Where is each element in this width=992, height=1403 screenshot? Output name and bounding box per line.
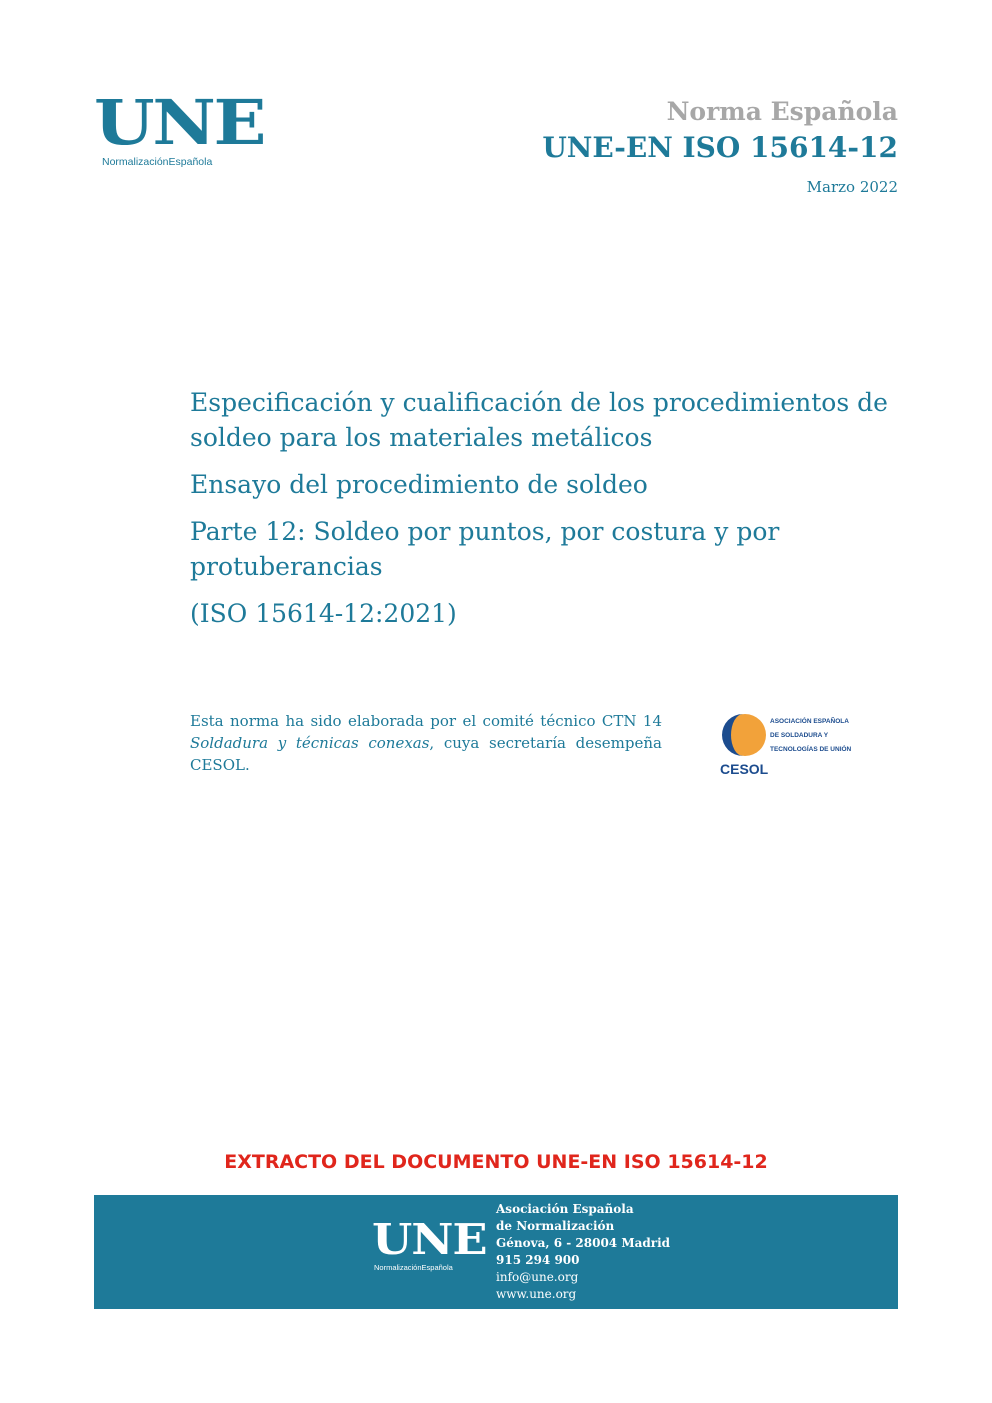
footer-logo-sub: NormalizaciónEspañola: [374, 1263, 453, 1272]
footer-une-logo: [372, 1215, 487, 1272]
publication-date: Marzo 2022: [806, 178, 898, 196]
committee-lead: Esta norma ha sido elaborada por el comité técnico CTN 14: [190, 712, 662, 730]
document-titles: [190, 385, 910, 643]
standard-code: UNE-EN ISO 15614-12: [542, 131, 898, 164]
footer-web[interactable]: www.une.org: [496, 1287, 577, 1301]
cesol-line3: TECNOLOGÍAS DE UNIÓN: [770, 746, 852, 753]
une-logo: [94, 86, 265, 168]
standard-header: [542, 96, 898, 200]
title-sub: Ensayo del procedimiento de soldeo: [190, 470, 648, 499]
footer-band: [94, 1195, 898, 1309]
footer-logo-mark: UNE: [372, 1215, 487, 1264]
logo-sub-a: Normalización: [102, 156, 169, 168]
cesol-logo: [718, 712, 863, 778]
cesol-line2: DE SOLDADURA Y: [770, 732, 829, 739]
cesol-line1: ASOCIACIÓN ESPAÑOLA: [770, 718, 849, 725]
footer-phone: 915 294 900: [496, 1253, 580, 1267]
footer-org-line2: de Normalización: [496, 1219, 615, 1233]
committee-name: Soldadura y técnicas conexas: [190, 734, 430, 752]
standard-kind: Norma Española: [666, 97, 898, 126]
cesol-name: CESOL: [720, 761, 769, 777]
footer-email[interactable]: info@une.org: [496, 1270, 579, 1284]
committee-note: [190, 710, 662, 776]
title-part: Parte 12: Soldeo por puntos, por costura y por protuberancias: [190, 517, 780, 581]
logo-sub-b: Española: [168, 156, 213, 168]
footer-address: [496, 1201, 670, 1303]
title-iso-ref: (ISO 15614-12:2021): [190, 599, 457, 628]
committee-tail: , cuya secretaría desempeña CESOL.: [190, 734, 662, 774]
footer-org-line1: Asociación Española: [496, 1202, 634, 1216]
extract-label: EXTRACTO DEL DOCUMENTO UNE-EN ISO 15614-12: [224, 1151, 768, 1173]
une-logo-mark: UNE: [94, 86, 265, 159]
cesol-crescent-icon: [722, 714, 764, 756]
cesol-association-text: [770, 715, 851, 757]
title-main: Especificación y cualificación de los procedimientos de soldeo para los materiales metálicos: [190, 388, 888, 452]
footer-street: Génova, 6 - 28004 Madrid: [496, 1236, 671, 1250]
